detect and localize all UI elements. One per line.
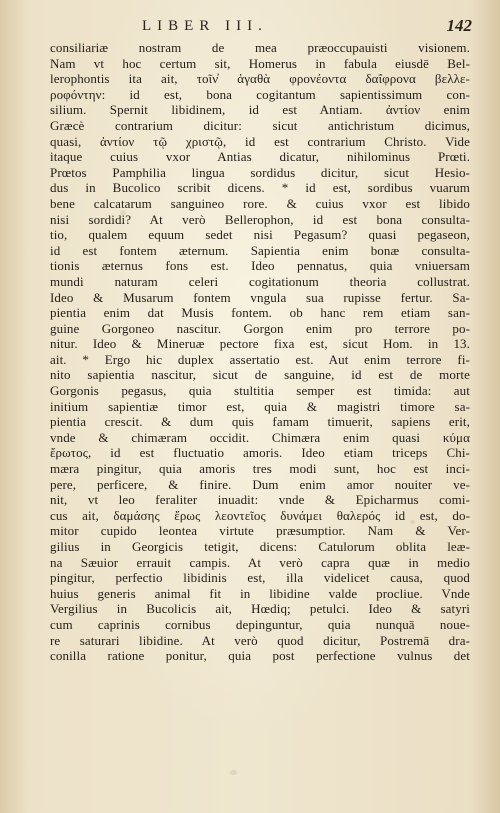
- text-line: dus in Bucolico scribit dicens. * id est, sordibus vuarum: [50, 180, 470, 196]
- text-line: cus ait, δαμάσης ἔρως λεοντεῖος δυνάμει θαλερός id est, do-: [50, 507, 470, 523]
- text-line: cum caprinis cornibus depinguntur, quia nunquā noue-: [50, 616, 470, 632]
- text-line: mitor cupido leontea virtute præsumptior. Nam & Ver-: [50, 523, 470, 539]
- text-line: nitur. Ideo & Mineruæ pectore fixa est, sicut Hom. in 13.: [50, 336, 470, 352]
- text-line: pientia enim dat Musis fontem. ob hanc rem etiam san-: [50, 305, 470, 321]
- text-line: initium sapientiæ timor est, quia & magistri timore sa-: [50, 398, 470, 414]
- running-title: LIBER III.: [142, 18, 268, 34]
- text-line: itaque cuius vxor Antias dicatur, nihilominus Prœti.: [50, 149, 470, 165]
- text-line: re saturari libidine. At verò quod dicitur, Postremā dra-: [50, 632, 470, 648]
- text-line: bene calcatarum sanguineo rore. & cuius vxor est libido: [50, 195, 470, 211]
- text-line: ροφόντην: id est, bona cogitantum sapientissimum con-: [50, 86, 470, 102]
- text-line: tionis æternus fons est. Ideo pennatus, quia vniuersam: [50, 258, 470, 274]
- text-line: tio, qualem equum sedet nisi Pegasum? quasi pegaseon,: [50, 227, 470, 243]
- text-line: huius generis animal fit in libidine valde procliue. Vnde: [50, 585, 470, 601]
- text-line: silium. Spernit libidinem, id est Antiam. ἀντίον enim: [50, 102, 470, 118]
- text-line: conilla ratione ponitur, quia post perfectione vulnus det: [50, 648, 470, 664]
- text-line: ait. * Ergo hic duplex assertatio est. Aut enim terrore fi-: [50, 351, 470, 367]
- text-line: gilius in Georgicis tetigit, dicens: Catulorum oblita leæ-: [50, 539, 470, 554]
- text-line: Ideo & Musarum fontem vngula sua rupisse fertur. Sa-: [50, 289, 470, 305]
- body-text: [50, 40, 470, 664]
- text-line: vnde & chimæram occidit. Chimæra enim quasi κύμα: [50, 429, 470, 445]
- text-line: consiliariæ nostram de mea præoccupauisti visionem.: [50, 40, 470, 55]
- text-line: Prœtos Pamphilia lingua sordidus dicitur, sicut Hesio-: [50, 164, 470, 180]
- text-line: Gorgonis pegasus, quia stultitia semper est timida: aut: [50, 383, 470, 399]
- text-line: pingitur, perfectio libidinis est, illa videlicet causa, quod: [50, 570, 470, 586]
- text-line: nito sapientia nascitur, sicut de sanguine, id est de morte: [50, 367, 470, 383]
- text-line: nisi sordidi? At verò Bellerophon, id est bona consulta-: [50, 211, 470, 227]
- text-line: pere, perficere, & finire. Dum enim amor nouiter ve-: [50, 476, 470, 492]
- text-line: ἔρωτος, id est fluctuatio amoris. Ideo etiam triceps Chi-: [50, 445, 470, 461]
- text-line: pientia crescit. & dum quis famam timuerit, sapiens erit,: [50, 414, 470, 430]
- running-head: [142, 16, 472, 38]
- text-line: Græcè contrarium dicitur: sicut antichristum dicimus,: [50, 117, 470, 133]
- text-line: guine Gorgoneo nascitur. Gorgon enim pro terrore po-: [50, 320, 470, 336]
- text-line: nit, vt leo feraliter inuadit: vnde & Epicharmus comi-: [50, 492, 470, 508]
- text-line: mundi naturam celeri cogitationum theoria collustrat.: [50, 273, 470, 289]
- text-line: mæra pingitur, quia amoris tres modi sunt, hoc est inci-: [50, 461, 470, 477]
- text-line: na Sæuior errauit campis. At verò capra quæ in medio: [50, 554, 470, 570]
- text-line: id est fontem æternum. Sapientia enim bonæ consulta-: [50, 242, 470, 258]
- text-line: Vergilius in Bucolicis ait, Hœdiq; petulci. Ideo & satyri: [50, 601, 470, 617]
- paper-speck: [230, 770, 237, 775]
- text-line: Nam vt hoc certum sit, Homerus in fabula eiusdē Bel-: [50, 55, 470, 71]
- text-line: quasi, ἀντίον τῷ χριστῷ, id est contrarium Christo. Vide: [50, 133, 470, 149]
- text-line: lerophontis ita ait, τοῖν̓ ἀγαθὰ φρονέοντα δαΐφρονα βελλε-: [50, 71, 470, 87]
- page-number: 142: [446, 16, 472, 35]
